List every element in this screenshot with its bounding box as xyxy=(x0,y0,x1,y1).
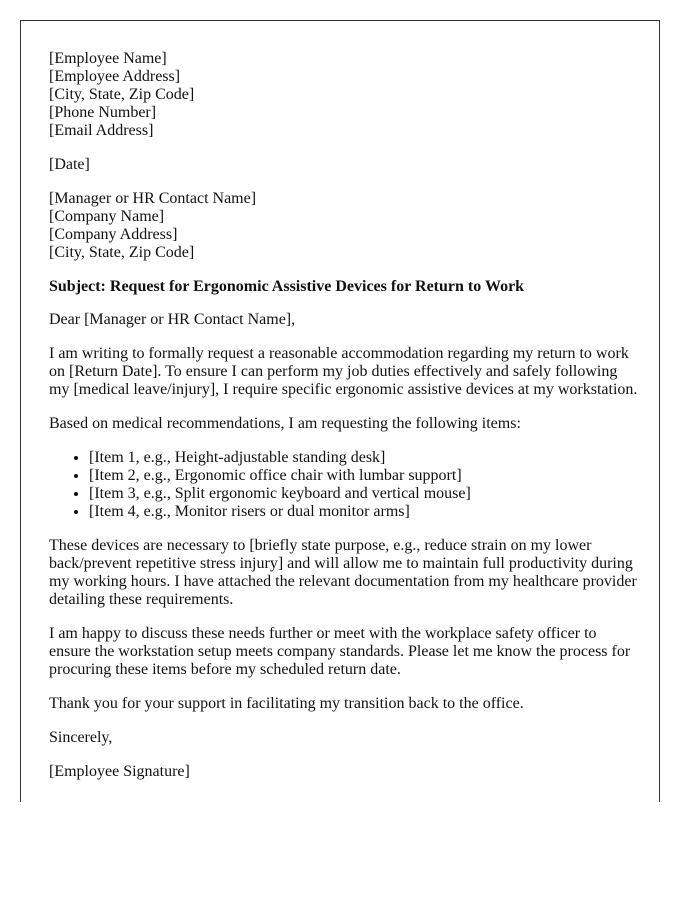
sender-phone: [Phone Number] xyxy=(49,104,157,121)
letter-content xyxy=(49,50,639,797)
list-item: • [Item 3, e.g., Split ergonomic keyboard and vertical mouse] xyxy=(89,485,639,503)
sender-name: [Employee Name] xyxy=(49,50,167,67)
recipient-city-state-zip: [City, State, Zip Code] xyxy=(49,244,195,261)
signature: [Employee Signature] xyxy=(49,763,190,780)
salutation: Dear [Manager or HR Contact Name], xyxy=(49,311,296,328)
list-item: • [Item 4, e.g., Monitor risers or dual monitor arms] xyxy=(89,503,639,521)
closing: Sincerely, xyxy=(49,729,113,746)
recipient-name: [Manager or HR Contact Name] xyxy=(49,190,257,207)
paragraph-purpose: These devices are necessary to [briefly state purpose, e.g., reduce strain on my lower back/prevent repetitive stress injury] and will allow me to maintain full productivity during my working hours. I have attached the relevant documentation from my healthcare provider detailing these requirements. xyxy=(49,537,637,608)
requested-items-list xyxy=(49,449,639,521)
recipient-address: [Company Address] xyxy=(49,226,178,243)
paragraph-thanks: Thank you for your support in facilitating my transition back to the office. xyxy=(49,695,524,712)
paragraph-discussion: I am happy to discuss these needs further or meet with the workplace safety officer to ensure the workstation setup meets company standards. Please let me know the process for procuring these items before my scheduled return date. xyxy=(49,625,631,678)
recipient-company: [Company Name] xyxy=(49,208,165,225)
sender-address: [Employee Address] xyxy=(49,68,181,85)
subject-line: Subject: Request for Ergonomic Assistive Devices for Return to Work xyxy=(49,278,525,295)
paragraph-intro: I am writing to formally request a reasonable accommodation regarding my return to work on [Return Date]. To ensure I can perform my job duties effectively and safely following my [medical leave/injury], I require specific ergonomic assistive devices at my workstation. xyxy=(49,345,638,398)
list-item: • [Item 2, e.g., Ergonomic office chair with lumbar support] xyxy=(89,467,639,485)
list-item: • [Item 1, e.g., Height-adjustable standing desk] xyxy=(89,449,639,467)
sender-city-state-zip: [City, State, Zip Code] xyxy=(49,86,195,103)
recipient-block xyxy=(49,190,639,262)
sender-email: [Email Address] xyxy=(49,122,154,139)
paragraph-list-intro: Based on medical recommendations, I am requesting the following items: xyxy=(49,415,521,432)
letter-page xyxy=(20,20,660,802)
letter-date: [Date] xyxy=(49,156,90,173)
date-block xyxy=(49,156,639,174)
sender-block xyxy=(49,50,639,140)
